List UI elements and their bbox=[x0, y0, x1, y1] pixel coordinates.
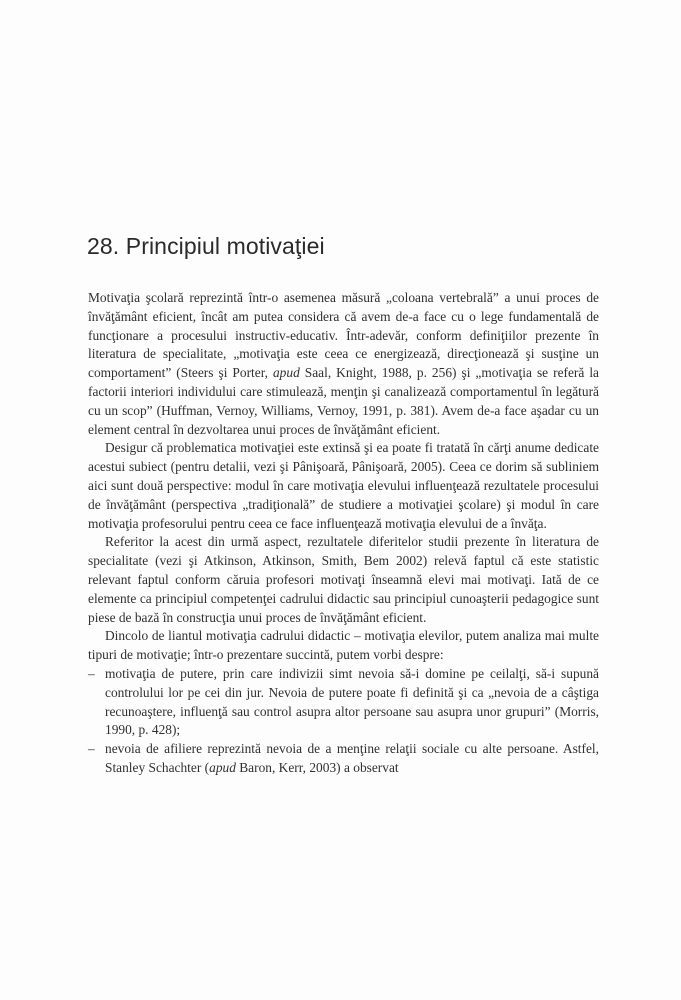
list-item-text-a: nevoia de afiliere reprezintă nevoia de a menţine relaţii sociale cu alte persoane. Astfel, Stanley Schachter ( bbox=[105, 741, 599, 775]
motivation-types-list bbox=[88, 665, 599, 778]
list-item-text-c: Baron, Kerr, 2003) a observat bbox=[235, 759, 399, 775]
body-text bbox=[88, 289, 599, 778]
paragraph-1-part-a: Motivaţia şcolară reprezintă într-o asemenea măsură „coloana vertebrală” a unui proces de învăţământ eficient, încât am putea considera că avem de-a face cu o lege fundamentală de funcţionare a procesului instructiv-educativ. Într-adevăr, conform definiţiilor prezente în literatura de specialitate, „motivaţia este ceea ce energizează, direcţionează şi susţine un comportament” (Steers şi Porter, bbox=[88, 290, 599, 381]
chapter-heading: 28. Principiul motivaţiei bbox=[87, 233, 325, 260]
paragraph-1-part-c: Saal, Knight, 1988, p. 256) şi „motivaţia se referă la factorii interiori individului care stimulează, menţin şi canalizează comportamentul în legătură cu un scop” (Huffman, Vernoy, Williams, Vernoy, 1991, p. 381). Avem de-a face aşadar cu un element central în dezvoltarea unui proces de învăţământ eficient. bbox=[88, 365, 599, 437]
paragraph-4: Dincolo de liantul motivaţia cadrului didactic – motivaţia elevilor, putem analiza mai multe tipuri de motivaţie; într-o prezentare succintă, putem vorbi despre: bbox=[88, 628, 599, 663]
list-item-text: motivaţia de putere, prin care indivizii simt nevoia să-i domine pe ceilalţi, să-i supună controlului lor pe cei din jur. Nevoia de putere poate fi definită şi ca „nevoia de a câştiga recunoaştere, influenţă sau control asupra altor persoane sau asupra unor grupuri” (Morris, 1990, p. 428); bbox=[105, 665, 599, 738]
list-item bbox=[88, 665, 599, 740]
citation-apud: apud bbox=[209, 759, 236, 775]
paragraph-1 bbox=[88, 289, 599, 439]
paragraph-2: Desigur că problematica motivaţiei este extinsă şi ea poate fi tratată în cărţi anume dedicate acestui subiect (pentru detalii, vezi şi Pânişoară, Pânişoară, 2005). Ceea ce dorim să subliniem aici sunt două perspective: modul în care motivaţia elevului influenţează rezultatele procesului de învăţământ (perspectiva „tradiţională” de studiere a motivaţiei şcolare) şi modul în care motivaţia profesorului pentru ceea ce face influenţează motivaţia elevului de a învăţa. bbox=[88, 440, 599, 531]
paragraph-3: Referitor la acest din urmă aspect, rezultatele diferitelor studii prezente în literatura de specialitate (vezi şi Atkinson, Atkinson, Smith, Bem 2002) relevă faptul că este statistic relevant faptul conform căruia profesori motivaţi înseamnă elevi mai motivaţi. Iată de ce elemente ca principiul competenţei cadrului didactic sau principiul cunoaşterii pedagogice sunt piese de bază în construcţia unui proces de învăţământ eficient. bbox=[88, 534, 599, 625]
dash-bullet: – bbox=[88, 741, 95, 757]
dash-bullet: – bbox=[88, 665, 95, 681]
citation-apud: apud bbox=[272, 365, 300, 381]
list-item bbox=[88, 740, 599, 778]
